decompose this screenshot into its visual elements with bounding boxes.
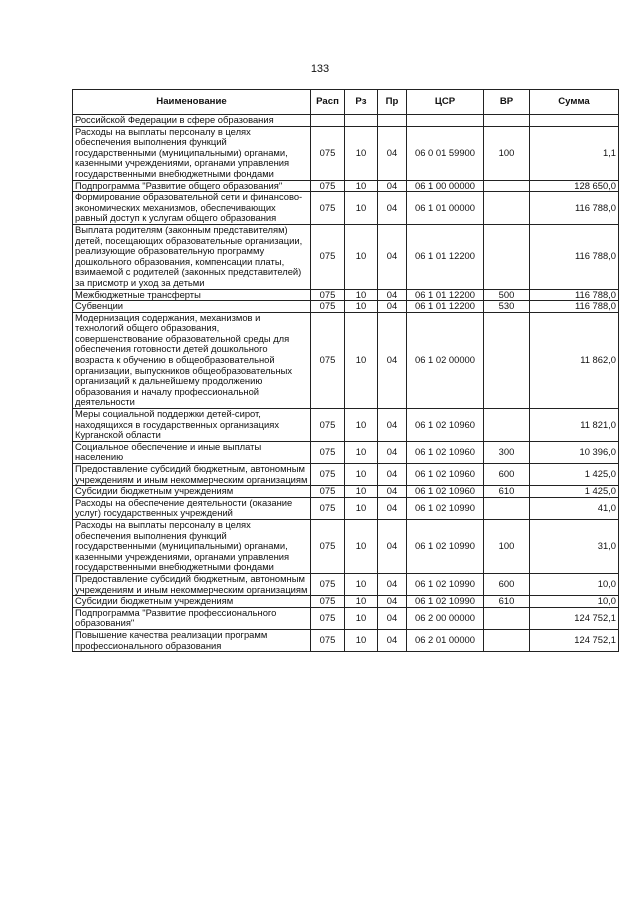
row-rasp: 075 [311,409,345,442]
row-name: Формирование образовательной сети и финансово-экономических механизмов, обеспечивающих равный доступ к услугам общего образования [73,192,311,225]
table-row [73,596,619,608]
header-sum: Сумма [530,90,619,115]
row-rz: 10 [345,180,378,192]
row-rasp: 075 [311,607,345,629]
row-name: Субвенции [73,301,311,313]
row-vr: 530 [484,301,530,313]
row-vr: 100 [484,126,530,180]
row-csr: 06 1 02 10960 [407,441,484,463]
row-name: Межбюджетные трансферты [73,289,311,301]
row-name: Расходы на выплаты персоналу в целях обеспечения выполнения функций государственными (муниципальными) органами, казенными учреждениями, органами управления государственными внебюджетными фондами [73,519,311,573]
row-rz: 10 [345,192,378,225]
row-pr: 04 [378,312,407,408]
row-vr: 300 [484,441,530,463]
row-sum: 10,0 [530,573,619,595]
table-row [73,573,619,595]
row-pr: 04 [378,289,407,301]
table-row [73,289,619,301]
table-row [73,126,619,180]
row-pr [378,115,407,127]
row-pr: 04 [378,464,407,486]
page-number: 133 [310,63,330,75]
row-rasp: 075 [311,573,345,595]
row-csr: 06 1 02 10990 [407,497,484,519]
row-rz: 10 [345,629,378,651]
row-rasp: 075 [311,301,345,313]
table-row [73,607,619,629]
row-csr: 06 1 01 00000 [407,192,484,225]
row-rasp: 075 [311,596,345,608]
row-pr: 04 [378,441,407,463]
header-rasp: Расп [311,90,345,115]
row-pr: 04 [378,607,407,629]
row-pr: 04 [378,126,407,180]
table-row [73,409,619,442]
row-pr: 04 [378,180,407,192]
row-csr: 06 2 00 00000 [407,607,484,629]
row-sum: 128 650,0 [530,180,619,192]
row-vr: 610 [484,486,530,498]
row-pr: 04 [378,486,407,498]
table-row [73,519,619,573]
row-vr: 600 [484,573,530,595]
row-rasp [311,115,345,127]
row-rasp: 075 [311,519,345,573]
row-rz: 10 [345,519,378,573]
row-rasp: 075 [311,126,345,180]
table-row [73,464,619,486]
row-sum: 116 788,0 [530,301,619,313]
row-name: Предоставление субсидий бюджетным, автономным учреждениям и иным некоммерческим организациям [73,464,311,486]
row-sum: 124 752,1 [530,629,619,651]
row-rasp: 075 [311,441,345,463]
row-rasp: 075 [311,497,345,519]
table-row [73,441,619,463]
table-row [73,224,619,289]
row-name: Модернизация содержания, механизмов и технологий общего образования, совершенствование образовательной среды для обеспечения готовности детей дошкольного возраста к обучению в общеобразовательной организации, выпускников общеобразовательных организаций к дальнейшему продолжению образования и началу профессиональной деятельности [73,312,311,408]
row-vr [484,115,530,127]
row-name: Повышение качества реализации программ профессионального образования [73,629,311,651]
row-vr [484,629,530,651]
row-vr: 500 [484,289,530,301]
row-pr: 04 [378,519,407,573]
row-rz: 10 [345,224,378,289]
header-rz: Рз [345,90,378,115]
row-pr: 04 [378,573,407,595]
row-rasp: 075 [311,629,345,651]
table-row [73,115,619,127]
row-csr: 06 1 02 10960 [407,464,484,486]
row-vr: 100 [484,519,530,573]
row-vr: 600 [484,464,530,486]
row-sum: 11 821,0 [530,409,619,442]
header-csr: ЦСР [407,90,484,115]
table-row [73,312,619,408]
row-csr: 06 1 02 10960 [407,486,484,498]
row-name: Расходы на выплаты персоналу в целях обеспечения выполнения функций государственными (муниципальными) органами, казенными учреждениями, органами управления государственными внебюджетными фондами [73,126,311,180]
row-vr [484,409,530,442]
row-sum: 1,1 [530,126,619,180]
row-rz [345,115,378,127]
row-name: Подпрограмма "Развитие профессионального образования" [73,607,311,629]
table-row [73,629,619,651]
table-row [73,192,619,225]
row-csr: 06 1 02 10960 [407,409,484,442]
row-sum: 116 788,0 [530,224,619,289]
row-sum: 116 788,0 [530,289,619,301]
row-csr: 06 1 02 10990 [407,596,484,608]
row-sum: 116 788,0 [530,192,619,225]
row-csr: 06 1 02 10990 [407,573,484,595]
row-vr [484,224,530,289]
row-sum: 11 862,0 [530,312,619,408]
row-csr: 06 2 01 00000 [407,629,484,651]
row-name: Выплата родителям (законным представителям) детей, посещающих образовательные организации, реализующие образовательную программу дошкольного образования, компенсации платы, взимаемой с родителей (законных представителей) за присмотр и уход за детьми [73,224,311,289]
row-name: Предоставление субсидий бюджетным, автономным учреждениям и иным некоммерческим организациям [73,573,311,595]
table-row [73,301,619,313]
row-rasp: 075 [311,224,345,289]
row-pr: 04 [378,497,407,519]
header-vr: ВР [484,90,530,115]
table-row [73,180,619,192]
row-rz: 10 [345,607,378,629]
row-name: Расходы на обеспечение деятельности (оказание услуг) государственных учреждений [73,497,311,519]
row-rz: 10 [345,289,378,301]
row-sum: 31,0 [530,519,619,573]
header-pr: Пр [378,90,407,115]
row-rasp: 075 [311,486,345,498]
table-body [73,115,619,652]
table-row [73,497,619,519]
row-pr: 04 [378,192,407,225]
row-rz: 10 [345,441,378,463]
row-name: Подпрограмма "Развитие общего образования" [73,180,311,192]
budget-table [72,89,619,652]
row-vr [484,497,530,519]
row-rasp: 075 [311,180,345,192]
table-header-row [73,90,619,115]
row-rz: 10 [345,497,378,519]
row-vr [484,607,530,629]
row-vr [484,192,530,225]
row-sum: 10 396,0 [530,441,619,463]
row-csr: 06 1 01 12200 [407,289,484,301]
row-rz: 10 [345,409,378,442]
row-sum: 124 752,1 [530,607,619,629]
row-csr [407,115,484,127]
header-name: Наименование [73,90,311,115]
table-row [73,486,619,498]
row-sum: 10,0 [530,596,619,608]
row-vr [484,180,530,192]
row-csr: 06 1 02 00000 [407,312,484,408]
row-pr: 04 [378,224,407,289]
row-pr: 04 [378,301,407,313]
row-csr: 06 1 01 12200 [407,301,484,313]
row-name: Российской Федерации в сфере образования [73,115,311,127]
row-vr [484,312,530,408]
row-rasp: 075 [311,192,345,225]
row-pr: 04 [378,596,407,608]
row-rz: 10 [345,486,378,498]
row-rz: 10 [345,596,378,608]
row-rasp: 075 [311,289,345,301]
row-rasp: 075 [311,464,345,486]
row-rz: 10 [345,573,378,595]
row-name: Субсидии бюджетным учреждениям [73,486,311,498]
row-csr: 06 1 01 12200 [407,224,484,289]
row-sum: 41,0 [530,497,619,519]
row-rz: 10 [345,126,378,180]
row-pr: 04 [378,629,407,651]
row-rasp: 075 [311,312,345,408]
row-name: Меры социальной поддержки детей-сирот, находящихся в государственных организациях Курганской области [73,409,311,442]
row-csr: 06 1 02 10990 [407,519,484,573]
row-vr: 610 [484,596,530,608]
row-rz: 10 [345,301,378,313]
row-sum: 1 425,0 [530,486,619,498]
row-sum: 1 425,0 [530,464,619,486]
row-rz: 10 [345,464,378,486]
row-pr: 04 [378,409,407,442]
row-csr: 06 1 00 00000 [407,180,484,192]
row-sum [530,115,619,127]
row-name: Социальное обеспечение и иные выплаты населению [73,441,311,463]
row-rz: 10 [345,312,378,408]
row-name: Субсидии бюджетным учреждениям [73,596,311,608]
row-csr: 06 0 01 59900 [407,126,484,180]
